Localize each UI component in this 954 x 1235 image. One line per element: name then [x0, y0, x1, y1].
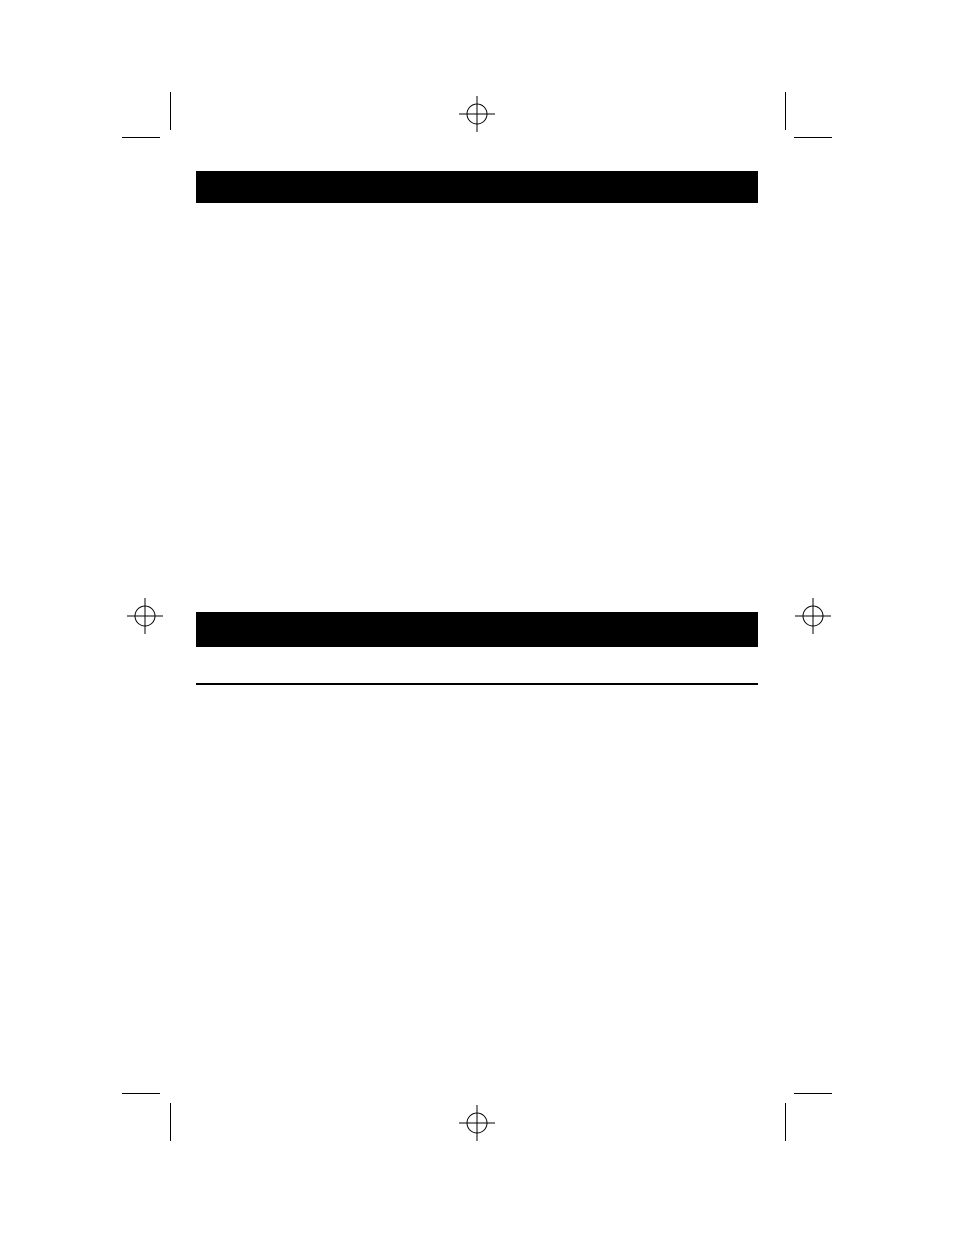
crop-mark	[794, 1093, 832, 1094]
crop-mark	[170, 92, 171, 130]
crop-mark	[785, 1103, 786, 1141]
save-instructions-banner	[196, 612, 758, 647]
important-safeguards-banner	[196, 171, 758, 203]
crop-mark	[122, 1093, 160, 1094]
registration-mark-icon	[795, 598, 831, 634]
heading-rule	[196, 683, 758, 685]
crop-mark	[170, 1103, 171, 1141]
crop-mark	[122, 137, 160, 138]
registration-mark-icon	[127, 598, 163, 634]
registration-mark-icon	[459, 1105, 495, 1141]
crop-mark	[794, 137, 832, 138]
crop-mark	[785, 92, 786, 130]
registration-mark-icon	[459, 96, 495, 132]
